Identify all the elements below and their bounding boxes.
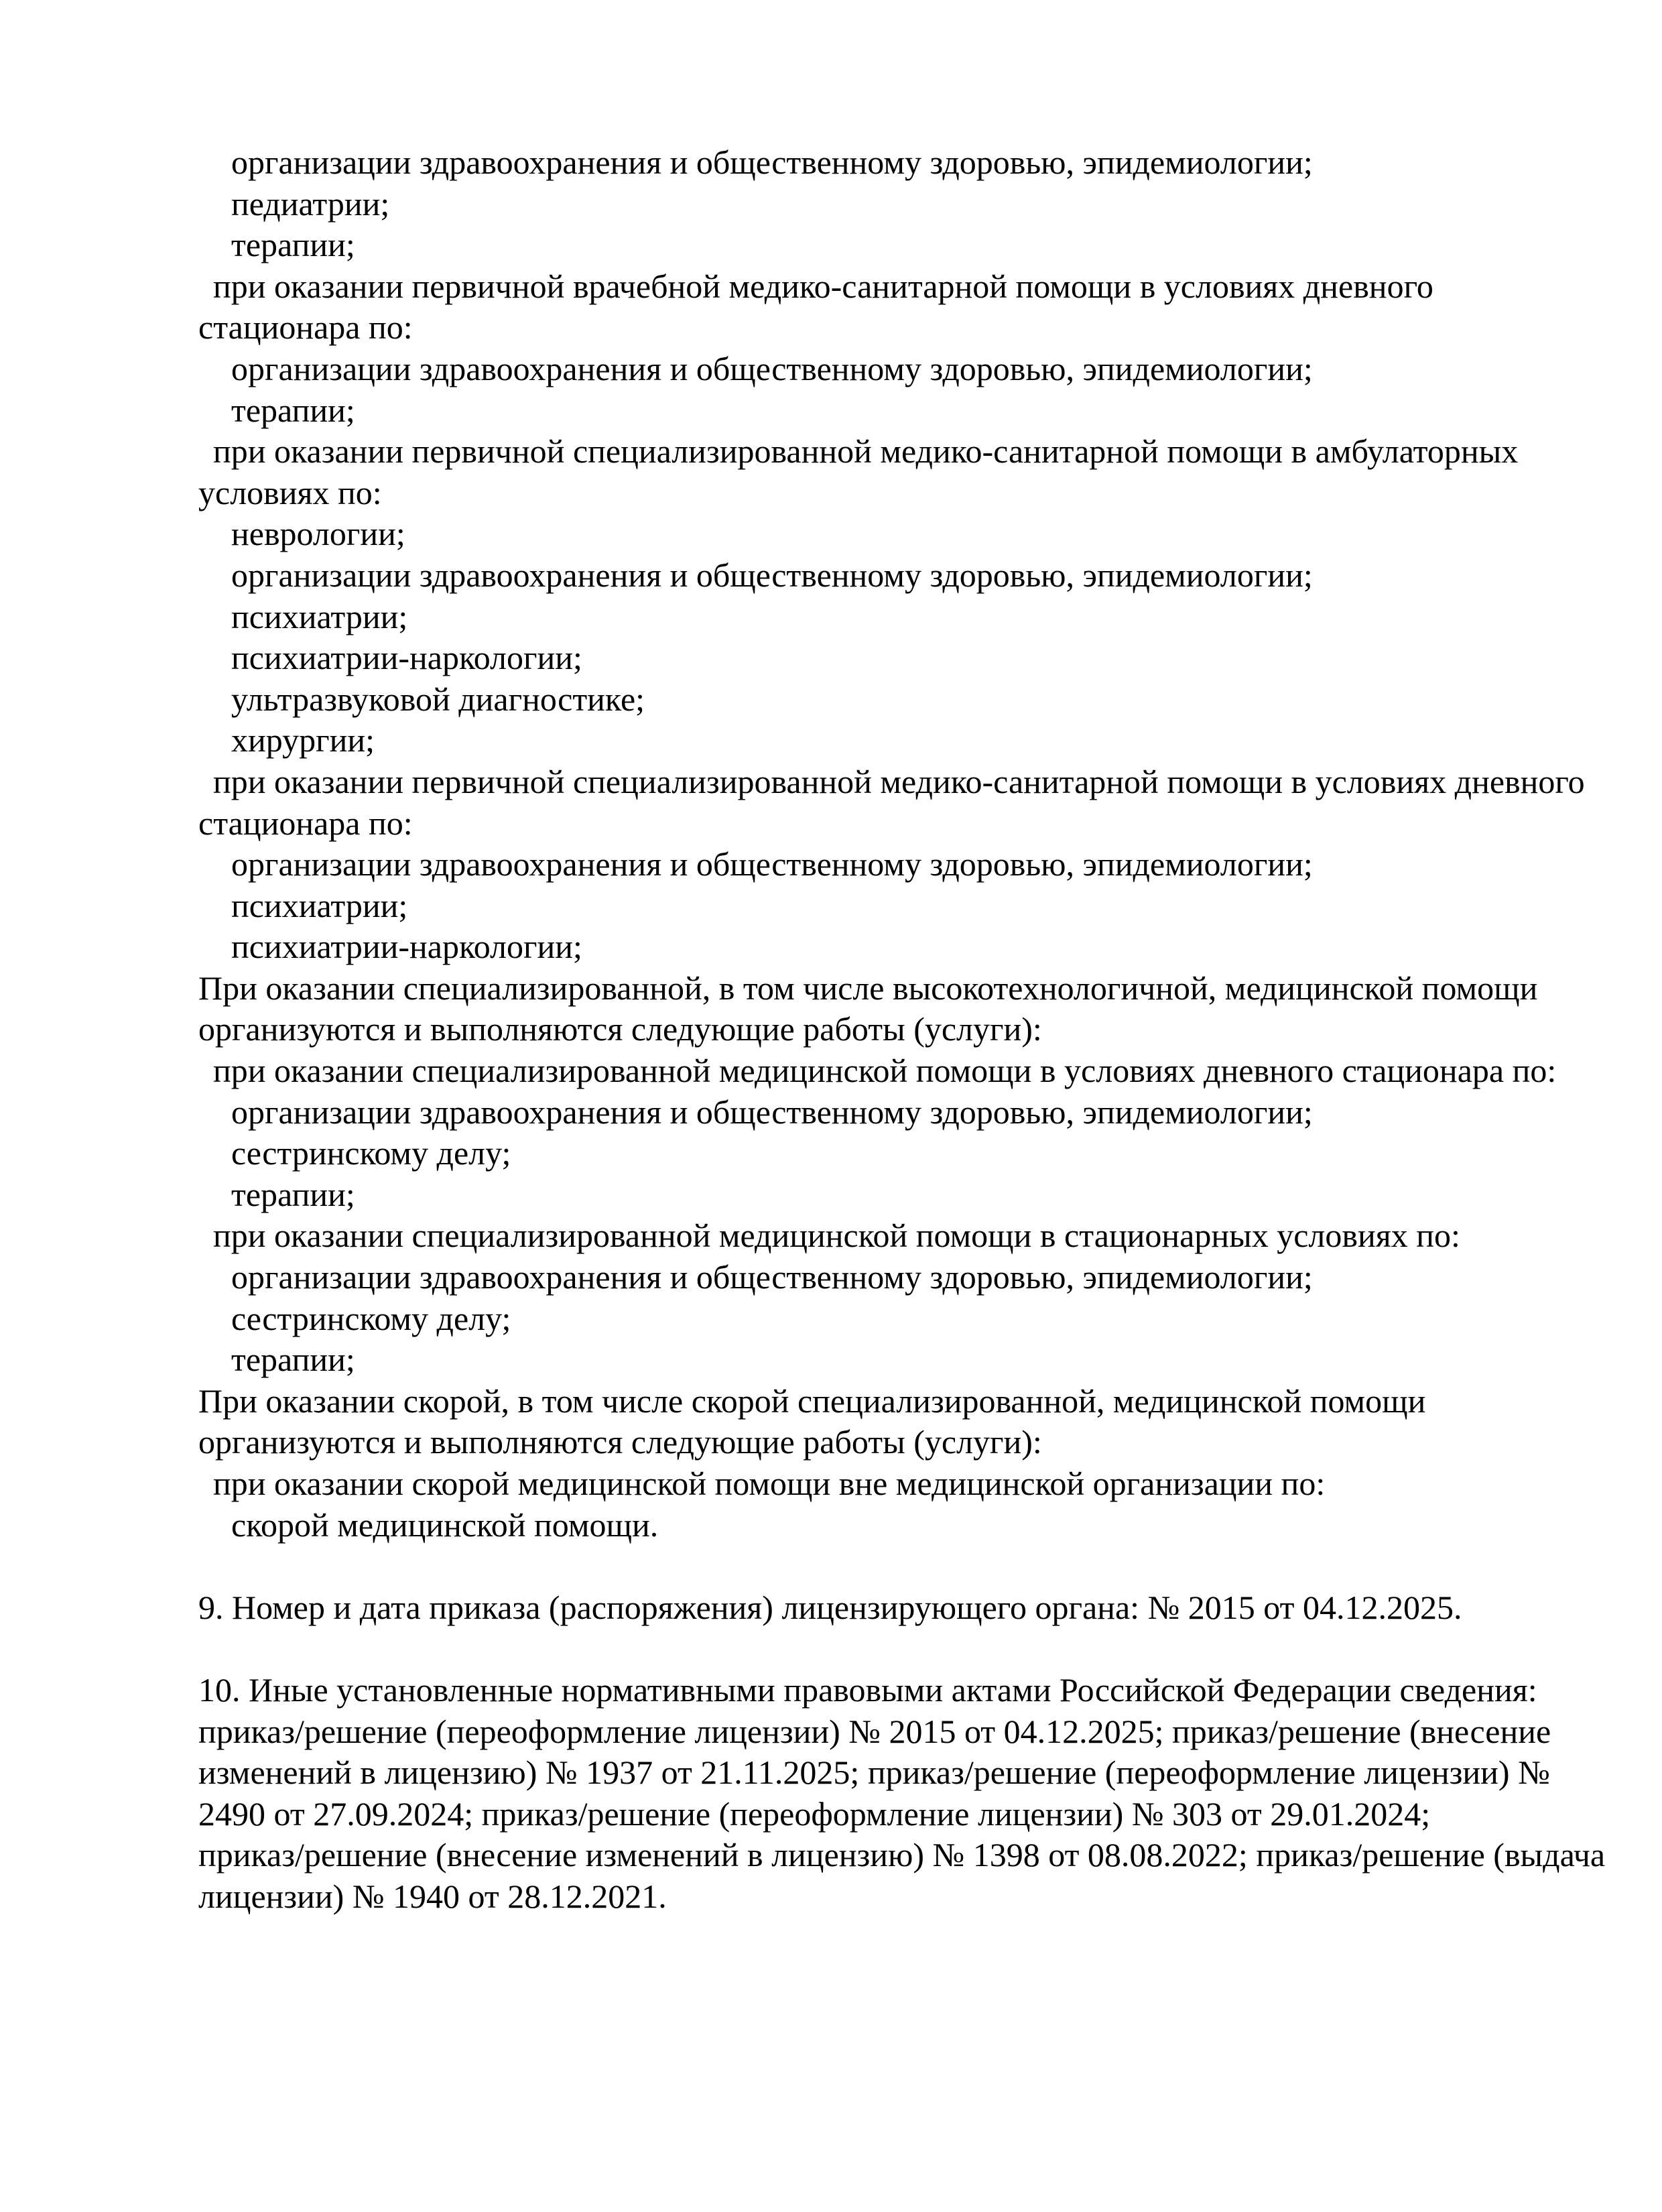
text-line: 2490 от 27.09.2024; приказ/решение (переоформление лицензии) № 303 от 29.01.2024;: [198, 1794, 1431, 1833]
text-line: стационара по:: [198, 308, 413, 347]
text-line: условиях по:: [198, 473, 382, 511]
text-line: лицензии) № 1940 от 28.12.2021.: [198, 1877, 667, 1915]
text-line: организации здравоохранения и общественному здоровью, эпидемиологии;: [231, 143, 1313, 181]
text-line: приказ/решение (переоформление лицензии) № 2015 от 04.12.2025; приказ/решение (внесение: [198, 1712, 1551, 1750]
text-line: 9. Номер и дата приказа (распоряжения) лицензирующего органа: № 2015 от 04.12.2025.: [198, 1588, 1462, 1626]
document-body: [198, 142, 1646, 1918]
text-line: организации здравоохранения и общественному здоровью, эпидемиологии;: [231, 349, 1313, 387]
text-line: при оказании первичной специализированной медико-санитарной помощи в амбулаторных: [213, 432, 1519, 471]
blank-line: [198, 1546, 1646, 1587]
text-line: неврологии;: [231, 515, 405, 553]
text-line: педиатрии;: [231, 184, 390, 223]
text-line: психиатрии;: [231, 597, 408, 635]
text-line: организации здравоохранения и общественному здоровью, эпидемиологии;: [231, 1258, 1313, 1296]
text-line: сестринскому делу;: [231, 1134, 511, 1172]
text-line: скорой медицинской помощи.: [231, 1506, 659, 1544]
text-line: организации здравоохранения и общественному здоровью, эпидемиологии;: [231, 556, 1313, 594]
text-line: 10. Иные установленные нормативными правовыми актами Российской Федерации сведения:: [198, 1670, 1537, 1709]
text-line: организации здравоохранения и общественному здоровью, эпидемиологии;: [231, 1093, 1313, 1131]
text-line: приказ/решение (внесение изменений в лицензию) № 1398 от 08.08.2022; приказ/решение (выдача: [198, 1836, 1606, 1874]
text-line: При оказании скорой, в том числе скорой специализированной, медицинской помощи: [198, 1381, 1426, 1420]
text-line: психиатрии-наркологии;: [231, 928, 582, 966]
text-line: терапии;: [231, 1175, 355, 1213]
text-line: изменений в лицензию) № 1937 от 21.11.2025; приказ/решение (переоформление лицензии) №: [198, 1754, 1550, 1792]
text-line: при оказании специализированной медицинской помощи в стационарных условиях по:: [213, 1217, 1460, 1255]
text-line: ультразвуковой диагностике;: [231, 680, 645, 718]
text-line: При оказании специализированной, в том числе высокотехнологичной, медицинской помощи: [198, 969, 1538, 1007]
text-line: при оказании первичной специализированной медико-санитарной помощи в условиях дневного: [213, 762, 1585, 800]
text-line: хирургии;: [231, 721, 375, 759]
text-line: при оказании скорой медицинской помощи вне медицинской организации по:: [213, 1465, 1326, 1502]
text-line: сестринскому делу;: [231, 1299, 511, 1337]
text-line: психиатрии-наркологии;: [231, 639, 582, 677]
text-line: терапии;: [231, 391, 355, 429]
text-line: при оказании специализированной медицинской помощи в условиях дневного стационара по:: [213, 1052, 1557, 1090]
text-line: организации здравоохранения и общественному здоровью, эпидемиологии;: [231, 845, 1313, 883]
text-line: терапии;: [231, 1341, 355, 1379]
text-line: организуются и выполняются следующие работы (услуги):: [198, 1423, 1042, 1461]
text-line: организуются и выполняются следующие работы (услуги):: [198, 1010, 1042, 1048]
text-line: психиатрии;: [231, 886, 408, 924]
blank-line: [198, 1628, 1646, 1670]
text-line: стационара по:: [198, 804, 413, 842]
text-line: при оказании первичной врачебной медико-санитарной помощи в условиях дневного: [213, 267, 1433, 305]
text-line: терапии;: [231, 226, 355, 264]
